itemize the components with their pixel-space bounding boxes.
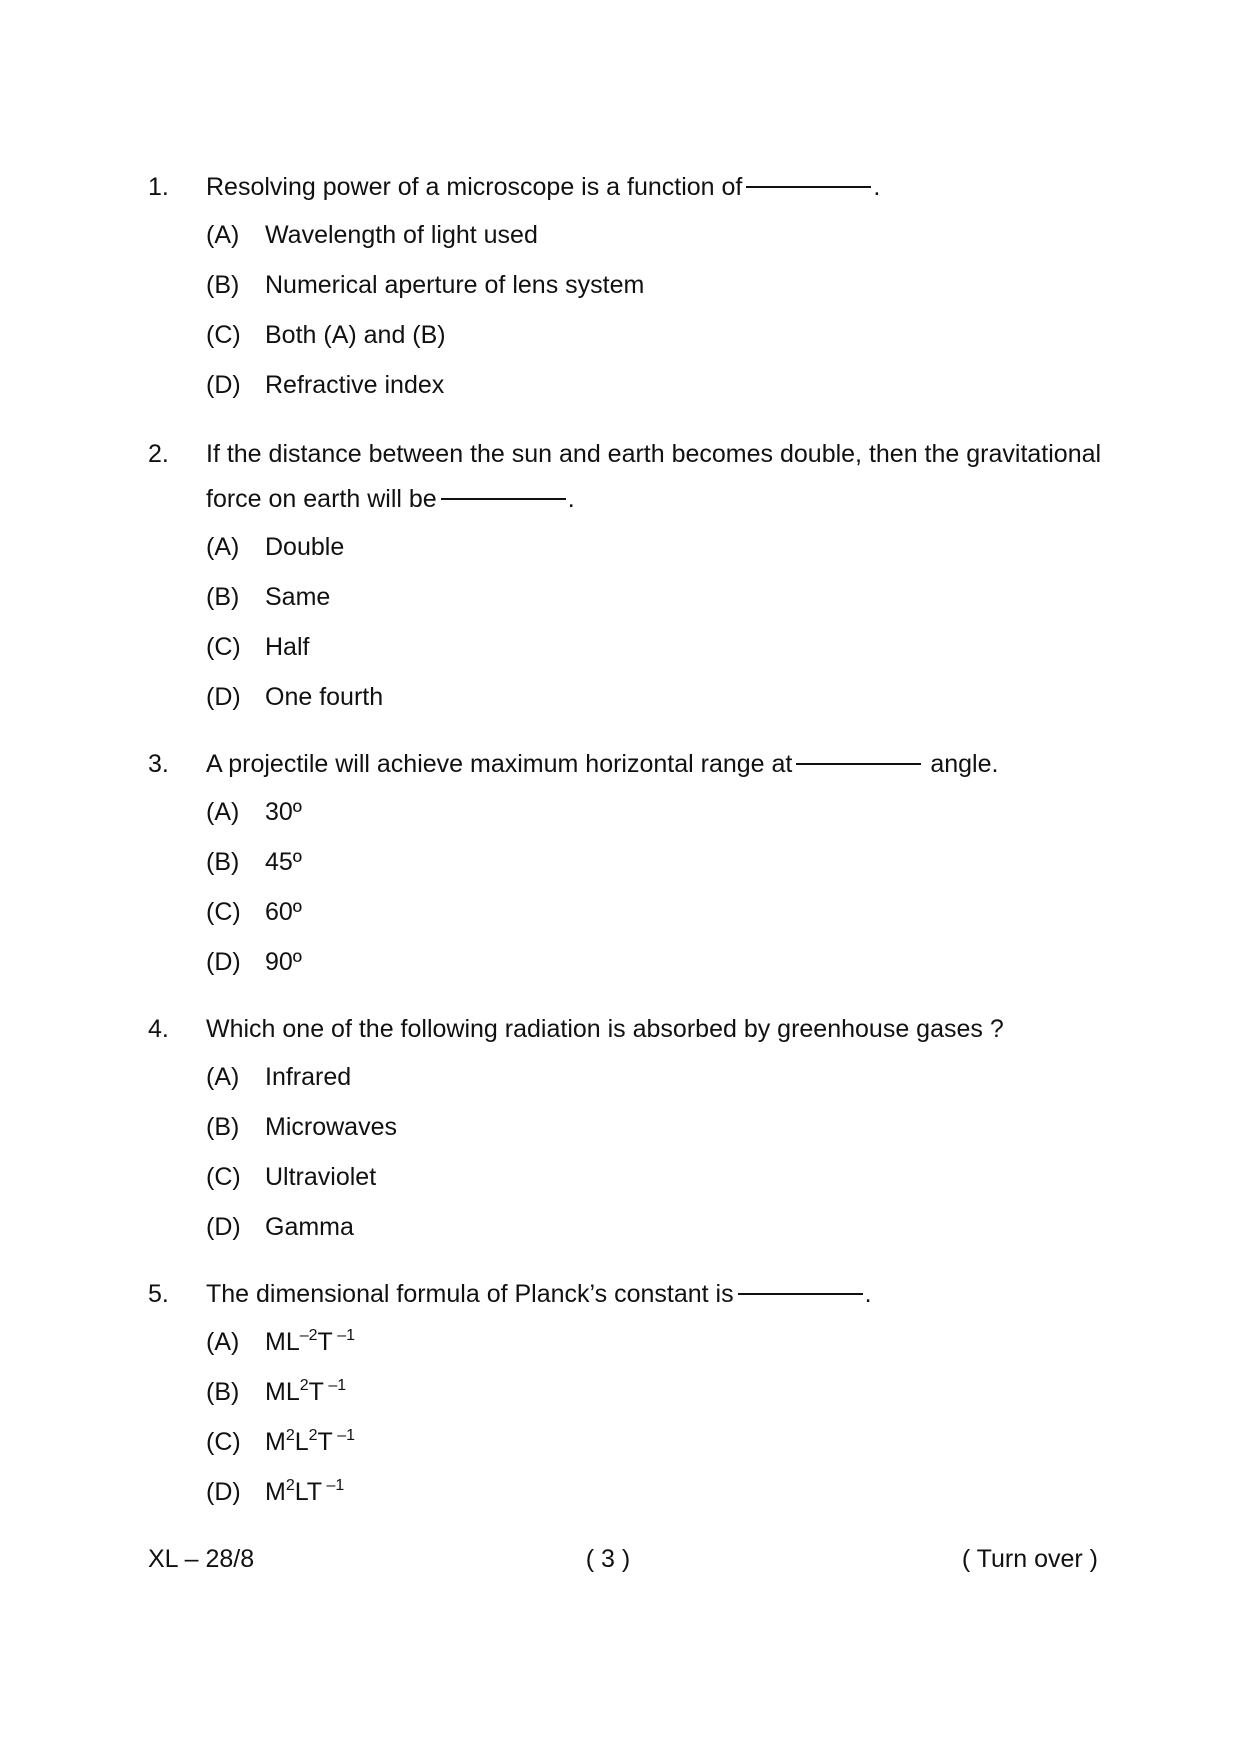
- question-text: Resolving power of a microscope is a function of .: [206, 173, 881, 201]
- option-label: (D): [206, 683, 241, 711]
- option-text: Microwaves: [265, 1113, 397, 1141]
- option-text: 90º: [265, 948, 302, 976]
- page-number: ( 3 ): [585, 1545, 631, 1573]
- question-5: [148, 1272, 1108, 1517]
- option-formula: $M^2L^2T$ $^{-1}$: [265, 1427, 356, 1456]
- option-label: (A): [206, 533, 240, 561]
- question-2: [148, 432, 1108, 722]
- option: [206, 360, 1108, 410]
- question-text: Which one of the following radiation is absorbed by greenhouse gases ?: [206, 1015, 1004, 1043]
- option-text: Numerical aperture of lens system: [265, 271, 645, 299]
- option-label: (A): [206, 1063, 240, 1091]
- option-label: (A): [206, 221, 240, 249]
- options-list: [206, 1317, 1108, 1517]
- option: [206, 1102, 1108, 1152]
- option-label: (D): [206, 371, 241, 399]
- option: [206, 310, 1108, 360]
- option-text: 30º: [265, 798, 302, 826]
- answer-blank: [796, 763, 921, 765]
- option: [206, 1417, 1108, 1467]
- option-label: (C): [206, 1163, 241, 1191]
- question-text: A projectile will achieve maximum horizontal range at angle.: [206, 750, 999, 778]
- option-label: (A): [206, 798, 240, 826]
- option: [206, 210, 1108, 260]
- question-number: 3.: [148, 750, 169, 778]
- option: [206, 787, 1108, 837]
- option-text: Same: [265, 583, 331, 611]
- question-4: [148, 1007, 1108, 1252]
- question-3: [148, 742, 1108, 987]
- option-label: (D): [206, 948, 241, 976]
- option: [206, 260, 1108, 310]
- question-number: 4.: [148, 1015, 169, 1043]
- answer-blank: [441, 498, 566, 500]
- option-formula: $ML^2T$ $^{-1}$: [265, 1377, 347, 1406]
- answer-blank: [738, 1293, 863, 1295]
- paper-code: XL – 28/8: [148, 1545, 255, 1573]
- options-list: [206, 787, 1108, 987]
- option-formula: $ML^{-2}T$ $^{-1}$: [265, 1327, 356, 1356]
- option-label: (B): [206, 1113, 240, 1141]
- option-text: Half: [265, 633, 310, 661]
- option-label: (A): [206, 1328, 240, 1356]
- option: [206, 937, 1108, 987]
- options-list: [206, 210, 1108, 410]
- option-label: (B): [206, 271, 240, 299]
- option-text: One fourth: [265, 683, 384, 711]
- option-text: Ultraviolet: [265, 1163, 377, 1191]
- option-text: Wavelength of light used: [265, 221, 538, 249]
- option-text: Infrared: [265, 1063, 352, 1091]
- option: [206, 522, 1108, 572]
- option-text: Gamma: [265, 1213, 354, 1241]
- option: [206, 622, 1108, 672]
- option: [206, 887, 1108, 937]
- option-label: (B): [206, 1378, 240, 1406]
- question-text: The dimensional formula of Planck’s constant is .: [206, 1280, 872, 1308]
- option-formula: $M^2LT$ $^{-1}$: [265, 1477, 345, 1506]
- option-label: (C): [206, 898, 241, 926]
- option: [206, 1152, 1108, 1202]
- question-number: 5.: [148, 1280, 169, 1308]
- option: [206, 1317, 1108, 1367]
- option-text: Double: [265, 533, 345, 561]
- options-list: [206, 522, 1108, 722]
- option-text: 60º: [265, 898, 302, 926]
- option-label: (B): [206, 583, 240, 611]
- option: [206, 1052, 1108, 1102]
- question-number: 1.: [148, 173, 169, 201]
- option: [206, 1367, 1108, 1417]
- option-label: (D): [206, 1213, 241, 1241]
- option-label: (D): [206, 1478, 241, 1506]
- answer-blank: [746, 186, 871, 188]
- option-text: Refractive index: [265, 371, 445, 399]
- option: [206, 672, 1108, 722]
- turn-over-note: ( Turn over ): [961, 1545, 1098, 1573]
- option-label: (C): [206, 1428, 241, 1456]
- option-label: (C): [206, 321, 241, 349]
- options-list: [206, 1052, 1108, 1252]
- option-label: (B): [206, 848, 240, 876]
- option: [206, 1202, 1108, 1252]
- option: [206, 837, 1108, 887]
- option-label: (C): [206, 633, 241, 661]
- page-footer: [148, 1545, 1098, 1574]
- question-number: 2.: [148, 440, 169, 468]
- question-1: [148, 165, 1108, 410]
- option: [206, 572, 1108, 622]
- question-text: If the distance between the sun and earth becomes double, then the gravitational force on earth will be .: [206, 440, 1102, 513]
- option-text: Both (A) and (B): [265, 321, 446, 349]
- option-text: 45º: [265, 848, 302, 876]
- option: [206, 1467, 1108, 1517]
